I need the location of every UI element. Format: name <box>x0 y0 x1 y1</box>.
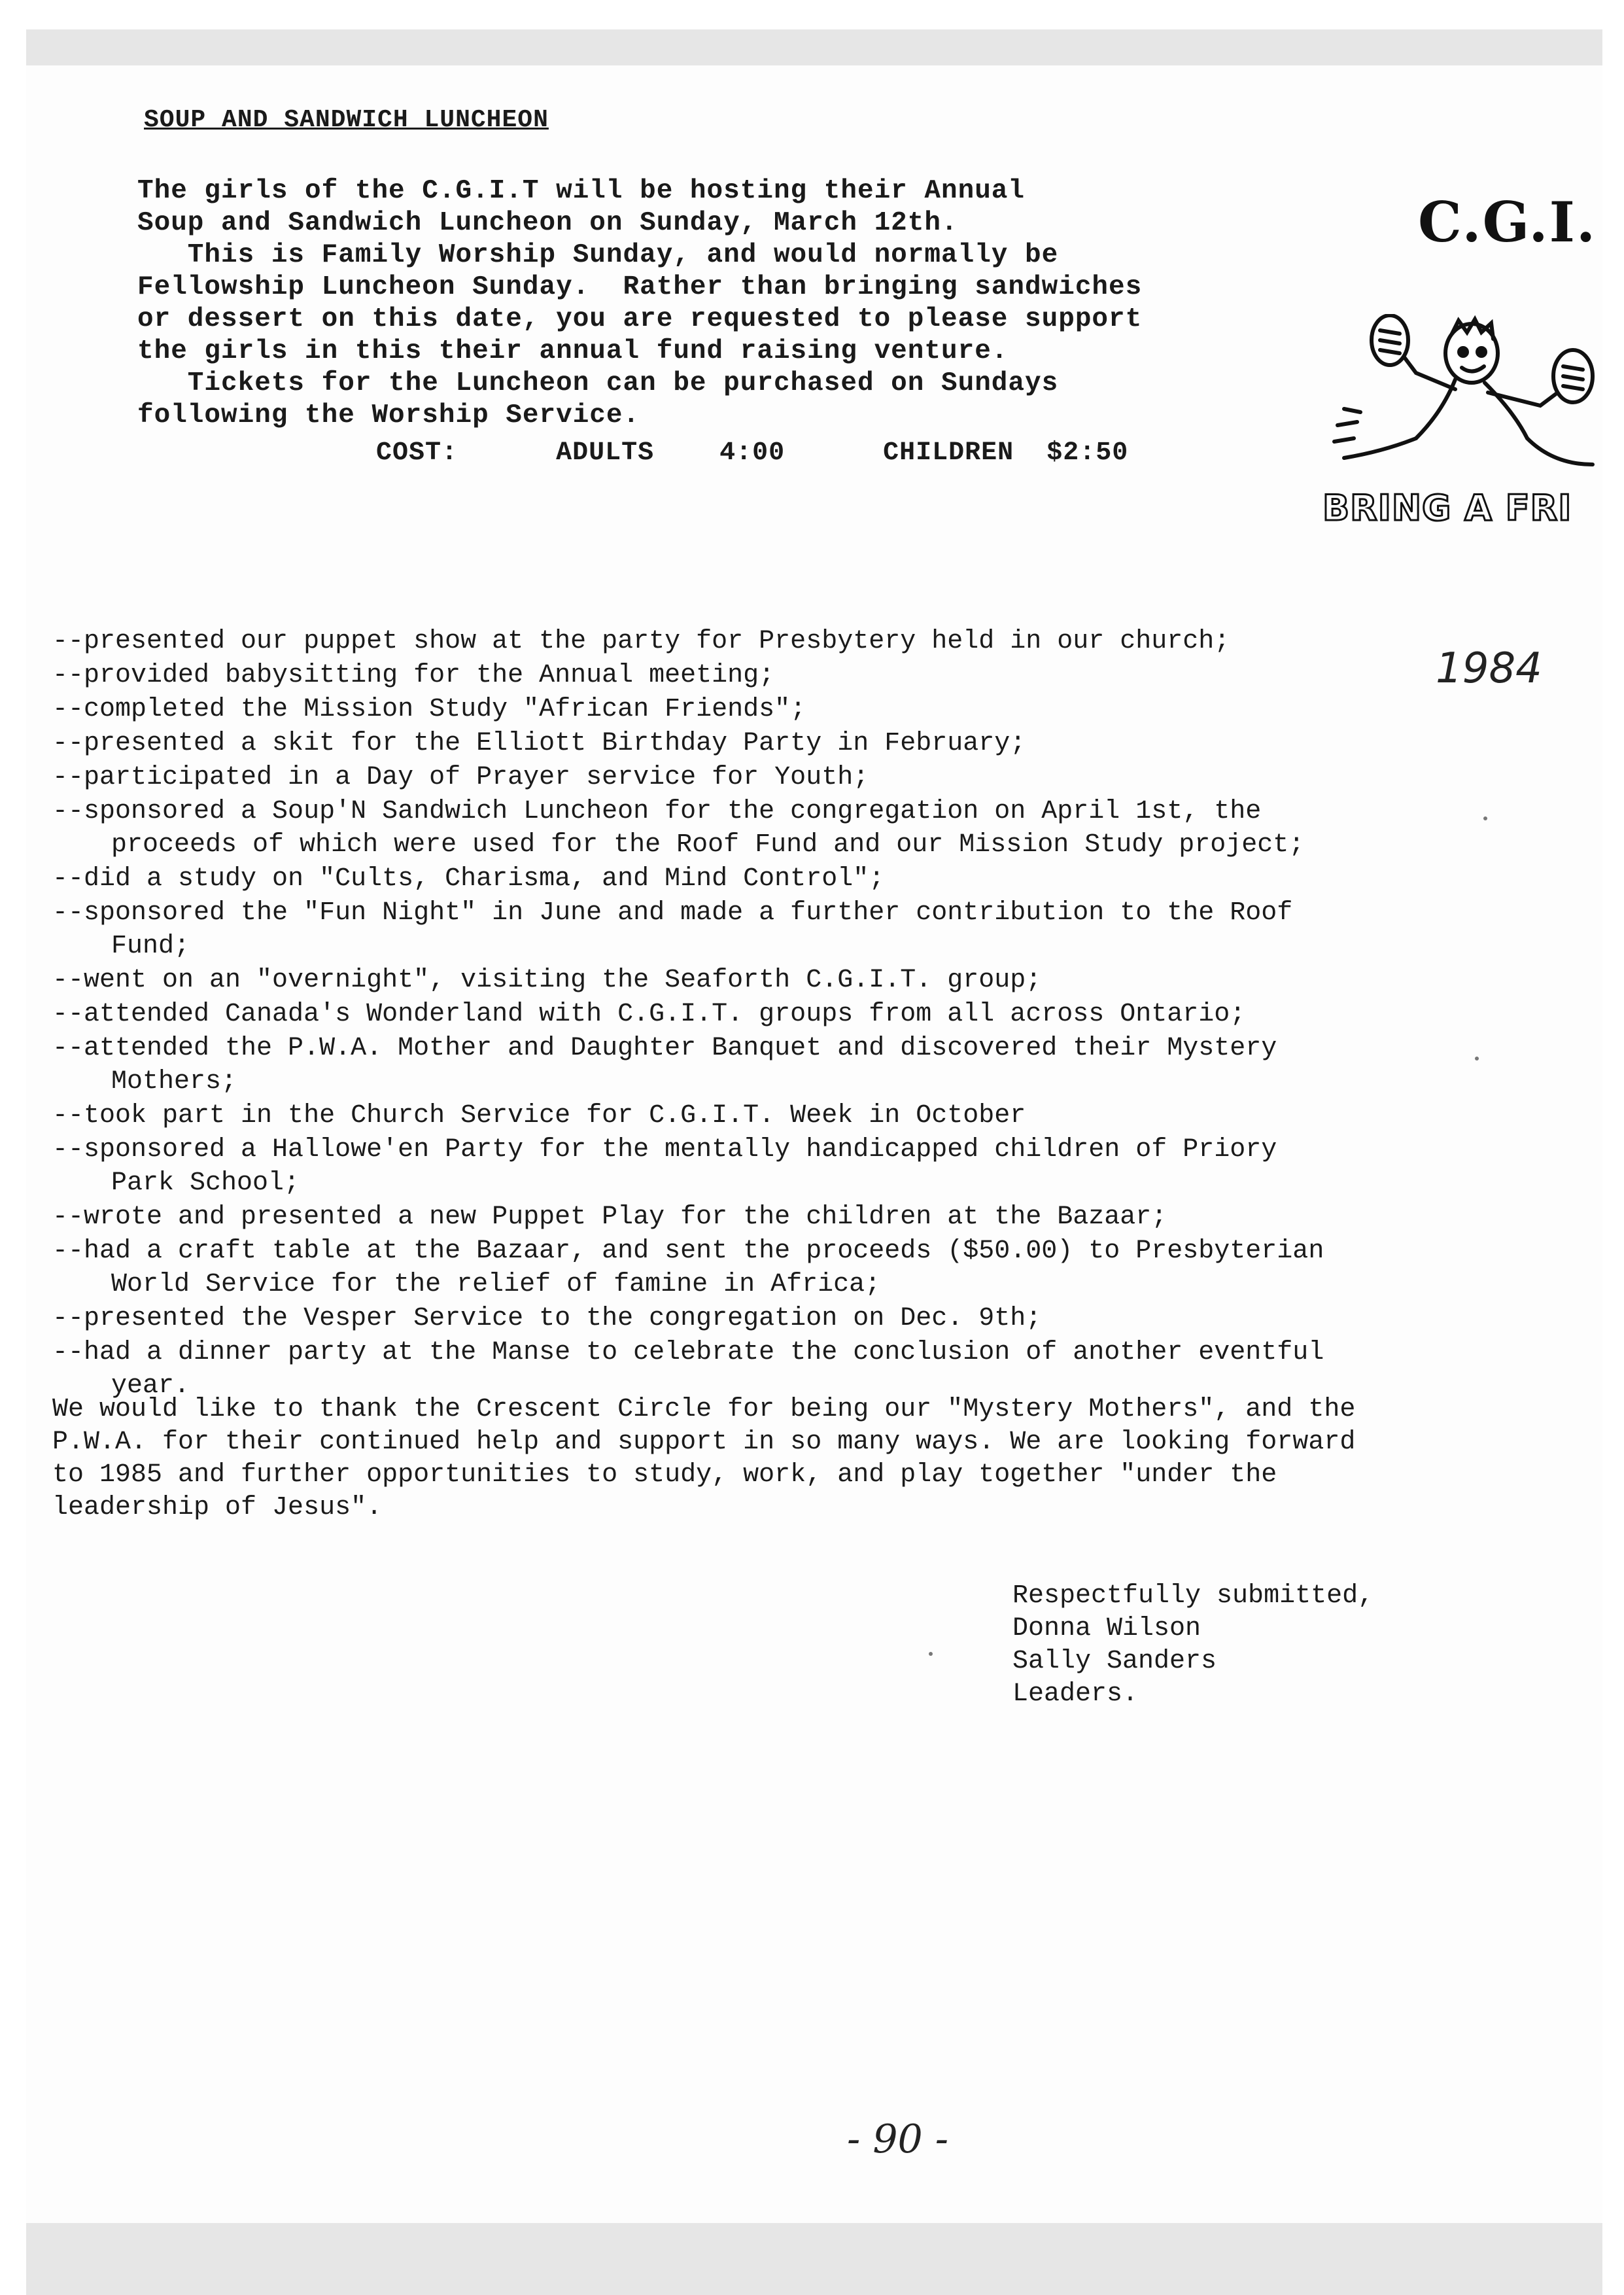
intro-line: Fellowship Luncheon Sunday. Rather than bringing sandwiches <box>137 272 1143 302</box>
bring-a-friend-banner: BRING A FRI <box>1322 487 1572 529</box>
list-item-line: --presented the Vesper Service to the congregation on Dec. 9th; <box>52 1304 1042 1333</box>
list-item <box>52 1302 1504 1335</box>
page-number: - 90 - <box>847 2116 949 2162</box>
adults-label: ADULTS <box>556 438 655 468</box>
intro-line: or dessert on this date, you are requested to please support <box>137 304 1143 334</box>
list-item <box>52 693 1504 726</box>
signature-line: Sally Sanders <box>1012 1647 1217 1676</box>
intro-line: Soup and Sandwich Luncheon on Sunday, March 12th. <box>137 208 958 238</box>
list-item-line: --presented our puppet show at the party for Presbytery held in our church; <box>52 627 1230 656</box>
activities-list <box>52 625 1504 1403</box>
signature-line: Donna Wilson <box>1012 1614 1201 1643</box>
scan-border-top <box>26 29 1602 65</box>
cost-line <box>376 438 1128 468</box>
signature-block <box>1012 1580 1373 1711</box>
list-item <box>52 964 1504 997</box>
scan-speck <box>1483 816 1487 820</box>
cgit-logo-text: C.G.I. <box>1418 190 1597 254</box>
list-item <box>52 998 1504 1031</box>
list-item-line: --sponsored a Soup'N Sandwich Luncheon for the congregation on April 1st, the <box>52 797 1262 826</box>
list-item <box>52 1133 1504 1200</box>
scan-border-bottom <box>26 2223 1602 2295</box>
list-item-line: --participated in a Day of Prayer service for Youth; <box>52 763 869 792</box>
list-item <box>52 862 1504 896</box>
list-item-line: --had a craft table at the Bazaar, and sent the proceeds ($50.00) to Presbyterian <box>52 1236 1324 1266</box>
intro-line: Tickets for the Luncheon can be purchased on Sundays <box>137 368 1059 398</box>
closing-line: We would like to thank the Crescent Circle for being our "Mystery Mothers", and the <box>52 1395 1356 1424</box>
list-item-line: --did a study on "Cults, Charisma, and Mind Control"; <box>52 864 885 894</box>
list-item <box>52 659 1504 692</box>
list-item <box>52 761 1504 794</box>
closing-line: P.W.A. for their continued help and support in so many ways. We are looking forward <box>52 1428 1356 1457</box>
list-item <box>52 625 1504 658</box>
list-item-line: --presented a skit for the Elliott Birthday Party in February; <box>52 729 1026 758</box>
list-item-continuation: proceeds of which were used for the Roof Fund and our Mission Study project; <box>111 830 1305 860</box>
list-item <box>52 1336 1504 1403</box>
list-item-line: --had a dinner party at the Manse to celebrate the conclusion of another eventful <box>52 1338 1324 1367</box>
intro-line: the girls in this their annual fund raising venture. <box>137 336 1009 366</box>
handwritten-year: 1984 <box>1436 644 1542 693</box>
children-label: CHILDREN <box>883 438 1014 468</box>
intro-line: following the Worship Service. <box>137 400 640 430</box>
signature-line: Leaders. <box>1012 1679 1139 1709</box>
list-item-continuation: World Service for the relief of famine in Africa; <box>111 1270 881 1299</box>
list-item <box>52 795 1504 862</box>
list-item-continuation: Fund; <box>111 932 190 961</box>
list-item <box>52 1200 1504 1234</box>
list-item-line: --provided babysitting for the Annual meeting; <box>52 661 775 690</box>
closing-line: leadership of Jesus". <box>52 1493 383 1522</box>
list-item-continuation: year. <box>111 1371 190 1401</box>
closing-line: to 1985 and further opportunities to study, work, and play together "under the <box>52 1460 1277 1490</box>
list-item-line: --went on an "overnight", visiting the Seaforth C.G.I.T. group; <box>52 966 1042 995</box>
intro-line: The girls of the C.G.I.T will be hosting their Annual <box>137 176 1026 206</box>
list-item <box>52 1099 1504 1132</box>
intro-line: This is Family Worship Sunday, and would normally be <box>137 240 1059 270</box>
list-item-line: --attended the P.W.A. Mother and Daughter Banquet and discovered their Mystery <box>52 1034 1277 1063</box>
adults-price: 4:00 <box>719 438 786 468</box>
list-item-line: --attended Canada's Wonderland with C.G.I.T. groups from all across Ontario; <box>52 1000 1246 1029</box>
list-item <box>52 727 1504 760</box>
closing-paragraph <box>52 1393 1524 1524</box>
section-heading: SOUP AND SANDWICH LUNCHEON <box>144 106 549 134</box>
signature-line: Respectfully submitted, <box>1012 1581 1374 1611</box>
list-item-continuation: Mothers; <box>111 1067 237 1096</box>
list-item-continuation: Park School; <box>111 1168 300 1198</box>
list-item-line: --sponsored the "Fun Night" in June and made a further contribution to the Roof <box>52 898 1293 928</box>
list-item-line: --took part in the Church Service for C.G.I.T. Week in October <box>52 1101 1026 1130</box>
scan-speck <box>929 1652 933 1656</box>
list-item-line: --completed the Mission Study "African Friends"; <box>52 695 806 724</box>
scan-speck <box>1475 1057 1479 1060</box>
list-item-line: --sponsored a Hallowe'en Party for the mentally handicapped children of Priory <box>52 1135 1277 1165</box>
list-item <box>52 1032 1504 1098</box>
list-item <box>52 1235 1504 1301</box>
children-price: $2:50 <box>1046 438 1129 468</box>
cost-label: COST: <box>376 438 458 468</box>
list-item-line: --wrote and presented a new Puppet Play for the children at the Bazaar; <box>52 1202 1167 1232</box>
list-item <box>52 896 1504 963</box>
intro-paragraph <box>137 175 1380 432</box>
